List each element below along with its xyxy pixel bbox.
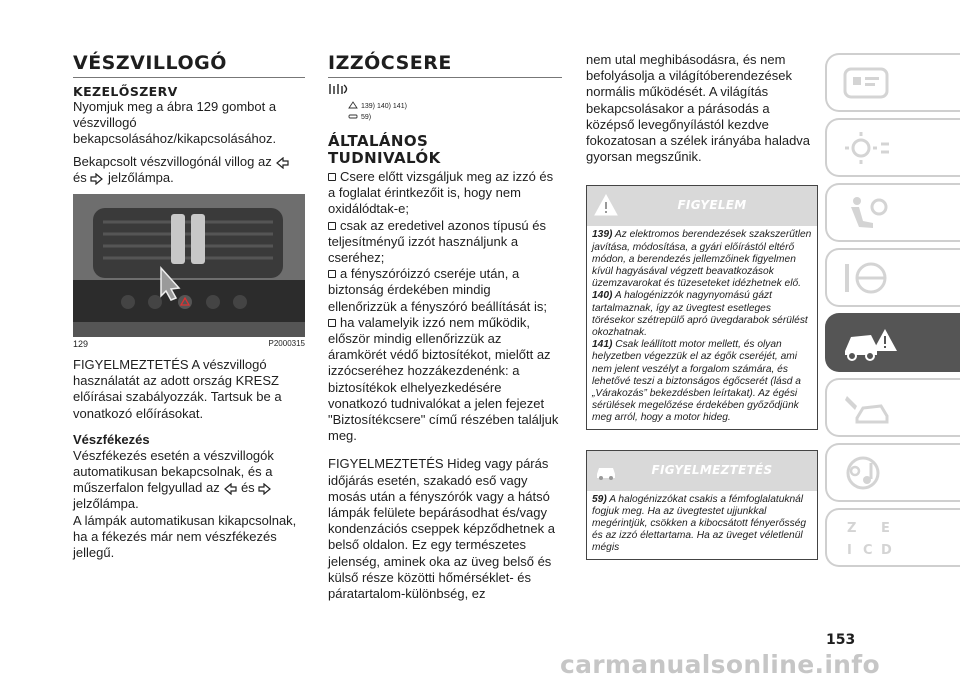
references: 139) 140) 141) 59) <box>348 101 562 123</box>
dashboard-photo <box>73 194 305 337</box>
svg-text:I: I <box>847 542 852 558</box>
paragraph: nem utal meghibásodásra, és nem befolyásolja a világítóberendezések normális működését. A világítás bekapcsolásakor a párásodás a középső levegőnyílástól kezdve fokozatosan a szélek irányába haladva gyorsan megszűnik. <box>586 52 811 165</box>
caution-box-header <box>587 451 817 491</box>
watermark: carmanualsonline.info <box>560 650 880 679</box>
svg-text:D: D <box>881 542 892 558</box>
paragraph: A lámpák automatikusan kikapcsolnak, ha a fékezés már nem vészfékezés jellegű. <box>73 512 297 561</box>
section-heading: IZZÓCSERE <box>328 52 452 74</box>
svg-text:Z: Z <box>847 520 857 536</box>
figure-code: P2000315 <box>268 339 305 349</box>
subsection-heading: KEZELŐSZERV <box>73 84 178 99</box>
bulb-icon <box>328 82 350 96</box>
caution-box-body <box>587 491 817 559</box>
svg-text:E: E <box>881 520 890 536</box>
tab-lights[interactable] <box>825 118 960 177</box>
list-item: ha valamelyik izzó nem működik, először mindig ellenőrizzük az áramkörét védő biztosítékot, mielőtt az izzócseréhez hozzákezdenénk: a biztosítékok elhelyezkedésére vonatkozó tudnivalókat a jelen fejezet "Biztosítékcsere" című részében találjuk meg. <box>328 314 559 444</box>
paragraph: FIGYELMEZTETÉS Hideg vagy párás időjárás esetén, szakadó eső vagy mosás után a fényszórók vagy a hátsó lámpák felülete bepárásodhat és/vagy kondenzációs cseppek képződhetnek a belső oldalon. Ez egy természetes jelenség, aminek oka az üveg belső és külső része közötti hőmérséklet- és páratartalom-különbség, ez <box>328 456 555 602</box>
paragraph: Nyomjuk meg a ábra 129 gombot a vészvillogó bekapcsolásához/kikapcsolásához. <box>73 99 277 147</box>
warning-box <box>586 185 818 429</box>
subsection-heading: ÁLTALÁNOS TUDNIVALÓK <box>328 132 441 167</box>
minor-heading: Vészfékezés <box>73 431 150 447</box>
turn-signal-icon <box>223 483 237 495</box>
warning-item: 140) A halogénizzók nagynyomású gázt tartalmaznak, így az üvegtest esetleges törésekor szétrepülő apró üvegdarabok sérülést okozhatnak. <box>592 290 808 339</box>
column-bulb-replacement <box>328 52 562 602</box>
tab-index[interactable] <box>825 508 960 567</box>
bullet-list <box>328 169 562 444</box>
music-navigation-icon <box>841 453 891 493</box>
turn-signal-icon <box>275 157 289 169</box>
seat-airbag-icon <box>841 193 891 233</box>
tab-multimedia[interactable] <box>825 443 960 502</box>
caution-box <box>586 450 818 560</box>
column-hazard-lights <box>73 52 305 561</box>
list-item: a fényszóróizzó cseréje után, a biztonság érdekében mindig ellenőrizzük a fényszóró beállítását is; <box>328 266 547 314</box>
warning-item: 139) Az elektromos berendezések szakszerűtlen javítása, módosítása, a gyári előírástól eltérő módon, a berendezés jellemzőinek figyelmen kívül hagyásával végzett beavatkozások üzemzavarokat és tüzeseteket idézhetnek elő. <box>592 229 812 290</box>
warning-box-body <box>587 226 817 428</box>
turn-signal-icon <box>90 173 104 185</box>
lights-sun-icon <box>841 128 891 168</box>
figure-caption <box>73 339 305 349</box>
tab-safety[interactable] <box>825 183 960 242</box>
heading-rule <box>328 77 562 78</box>
figure-number: 129 <box>73 339 89 350</box>
hazard-button-image <box>73 194 305 337</box>
page-number: 153 <box>826 632 856 648</box>
car-emergency-icon <box>841 321 901 365</box>
list-item: csak az eredetivel azonos típusú és teljesítményű izzót használjunk a cseréhez; <box>328 217 546 266</box>
heading-rule <box>73 77 305 78</box>
caution-item: 59) A halogénizzókat csakis a fémfoglalatuknál fogjuk meg. Ha az üvegtestet ujjunkkal megérintjük, csökken a kibocsátott fényerősség és az izzó élettartama. Ha az üveget véletlenül mégis <box>592 493 807 554</box>
warning-item: 141) Csak leállított motor mellett, és olyan helyzetben végezzük el az égők cseréjét, ami nem jelent veszélyt a forgalom számára, és lehetővé teszi a biztonságos égőcserét (lásd a „Várakozás” bekezdésben leírtakat). Az égési sérülések megelőzése érdekében győződjünk meg arról, hogy a motor hideg. <box>592 339 801 424</box>
svg-text:C: C <box>863 542 873 558</box>
steering-wheel-icon <box>841 258 891 298</box>
warning-ref-icon <box>348 101 358 109</box>
column-continuation <box>586 52 818 560</box>
chapter-sidebar <box>825 53 960 573</box>
tab-driving[interactable] <box>825 248 960 307</box>
alphabet-index-icon <box>841 516 901 560</box>
tab-maintenance[interactable] <box>825 378 960 437</box>
paragraph: FIGYELMEZTETÉS A vészvillogó használatát az adott ország KRESZ előírásai szabályozzák. Tartsuk be a vonatkozó előírásokat. <box>73 357 282 421</box>
paragraph: Vészfékezés esetén a vészvillogók automatikusan bekapcsolnak, és a műszerfalon felgyullad az és jelzőlámpa. <box>73 447 274 512</box>
list-item: Csere előtt vizsgáljuk meg az izzó és a foglalat érintkezőit is, hogy nem oxidálódtak-e; <box>328 169 554 217</box>
warning-box-title: FIGYELEM <box>677 198 747 213</box>
car-dashboard-icon <box>841 63 891 103</box>
paragraph: Bekapcsolt vészvillogónál villog az és jelzőlámpa. <box>73 154 305 186</box>
warning-box-header <box>587 186 817 226</box>
section-heading: VÉSZVILLOGÓ <box>73 52 227 74</box>
car-ref-icon <box>348 112 358 120</box>
turn-signal-icon <box>258 483 272 495</box>
wrench-car-icon <box>841 388 891 428</box>
caution-box-title: FIGYELMEZTETÉS <box>651 462 773 477</box>
tab-emergency[interactable] <box>825 313 960 372</box>
tab-dashboard[interactable] <box>825 53 960 112</box>
